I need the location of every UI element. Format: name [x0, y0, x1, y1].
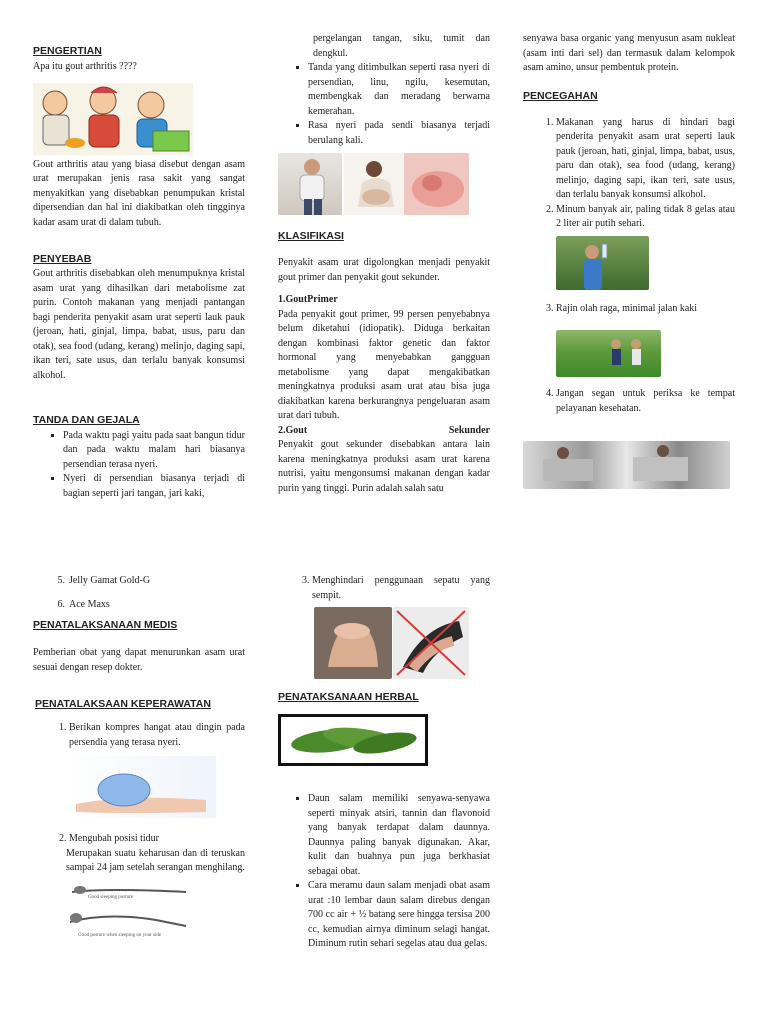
gout-sekunder-text: Penyakit gout sekunder disebabkan antara lain karena meningkatnya produksi asam urat karena nutrisi, yaitu mengonsumsi makanan dengan kadar purin yang tinggi. Purin adalah salah satu — [278, 439, 490, 494]
medis-title: PENATALAKSANAAN MEDIS — [33, 619, 178, 631]
tight-shoe-photo — [393, 607, 469, 679]
sleep-caption-1: Good sleeping posture — [88, 894, 133, 900]
item-jelly-gamat: Jelly Gamat Gold-G — [69, 575, 151, 586]
column-5 — [278, 574, 490, 952]
cartoon-illustration — [33, 83, 193, 155]
walking-photo — [556, 330, 661, 377]
pengertian-text: Gout arthritis atau yang biasa disebut dengan asam urat merupakan jenis rasa sakit yang sangat menyakitkan yang disebabkan penumpukan kristal dipersendian dan hal ini diakibatkan oleh tingginya kadar asam urat di dalam tubuh. — [33, 158, 245, 228]
herbal-list — [278, 792, 490, 952]
tanda-gejala-list — [33, 429, 245, 502]
list-item: 1. Makanan yang harus di hindari bagi penderita penyakit asam urat seperti lauk pauk (jeroan, hati, ginjal, limpa, babat, usus, paru dan otak), sea food (udang, kerang) melinjo, daging sapi, ikan teri, sate usus, dan terlalu banyak konsumsi alkohol. — [556, 116, 735, 203]
pencegahan-list-4 — [523, 387, 735, 416]
keperawatan-title: PENATALAKSAAN KEPERAWATAN — [35, 698, 211, 711]
symptom-list — [278, 61, 490, 148]
item-ace-maxs: Ace Maxs — [69, 598, 110, 610]
keperawatan-item2-text: Merupakan suatu keharusan dan di teruskan sampai 24 jam setelah serangan menghilang. — [66, 847, 245, 874]
list-item: ▪ Cara meramu daun salam menjadi obat asam urat :10 lembar daun salam direbus dengan 700 cc air + ½ batang sere hingga tersisa 200 cc, kemudian airnya diminum selagi hangat. Diminum rutin sehari segelas atau dua gelas. — [308, 879, 490, 952]
list-item: 2. Mengubah posisi tidur — [69, 832, 245, 847]
list-item: 2. Minum banyak air, paling tidak 8 gelas atau 2 liter air putih sehari. — [556, 203, 735, 232]
list-item: 4. Jangan segan untuk periksa ke tempat pelayanan kesehatan. — [556, 387, 735, 416]
pencegahan-title: PENCEGAHAN — [523, 89, 598, 102]
list-item: ▪ Nyeri di persendian biasanya terjadi di bagian seperti jari tangan, jari kaki, — [63, 472, 245, 501]
list-item: ▪ Pada waktu pagi yaitu pada saat bangun tidur dan pada waktu malam hari biasanya persendian terasa nyeri. — [63, 429, 245, 473]
knee-pain-photo — [344, 153, 408, 215]
foot-photos — [278, 607, 490, 679]
keperawatan-list-2 — [33, 832, 245, 847]
sekunder-title-part-a: 2.Gout — [278, 424, 308, 436]
bay-leaf-photo — [278, 714, 428, 766]
column-4 — [33, 574, 245, 942]
sleeping-posture-illustration — [66, 882, 216, 942]
foot-photo — [314, 607, 392, 679]
swollen-foot-photo — [404, 153, 469, 215]
continued-text: pergelangan tangan, siku, tumit dan dengkul. — [313, 33, 490, 59]
back-pain-photo — [278, 153, 342, 215]
list-item-6: 6. Ace Maxs — [33, 598, 245, 613]
sleep-caption-2: Good posture when sleeping on your side — [78, 932, 162, 938]
list-item-5: 5. Jelly Gamat Gold-G — [33, 574, 245, 589]
herbal-title: PENATAKSANAAN HERBAL — [278, 691, 419, 703]
compress-photo — [66, 756, 216, 818]
penyebab-text: Gout arthritis disebabkan oleh menumpuknya kristal asam urat yang dihasilkan dari metabolisme zat purin. Contoh makanan yang menjadi pantangan bagi penderita penyakit asam urat seperti lauk pauk (jeroan, hati, ginjal, limpa, babat, usus, paru dan otak), sea food (udang, kerang) melinjo, daging sapi, ikan teri, sate usus, dan terlalu banyak konsumsi alkohol. — [33, 268, 245, 381]
sekunder-title-part-b: Sekunder — [448, 424, 490, 436]
list-item: 3. Menghindari penggunaan sepatu yang sempit. — [312, 574, 490, 603]
list-item: 3. Rajin olah raga, minimal jalan kaki — [556, 302, 735, 317]
medis-text: Pemberian obat yang dapat menurunkan asam urat sesuai dengan resep dokter. — [33, 647, 245, 673]
continued-text: senyawa basa organic yang menyusun asam nukleat (asam inti dari sel) dan termasuk dalam kelompok asam amino, unsur pembentuk protein. — [523, 33, 735, 73]
list-item: ▪ Rasa nyeri pada sendi biasanya terjadi berulang kali. — [308, 119, 490, 148]
drinking-water-photo — [556, 236, 649, 290]
keperawatan-list — [33, 721, 245, 750]
column-1 — [33, 44, 245, 501]
pengertian-title: PENGERTIAN — [33, 45, 102, 57]
column-2 — [278, 32, 490, 496]
pengertian-question: Apa itu gout arthritis ???? — [33, 61, 137, 73]
pencegahan-list — [523, 116, 735, 232]
pencegahan-list-3 — [523, 302, 735, 317]
pain-photos — [278, 153, 490, 217]
gout-primer-text: Pada penyakit gout primer, 99 persen penyebabnya belum diketahui (idiopatik). Diduga berkaitan dengan kombinasi faktor genetic dan faktor hormonal yang menyebabkan gangguan metabolisme yang dapat mengakibatkan meningkatnya produksi asam urat atau bisa juga diakibatkan karena berkurangnya pengeluaran asam urat dari tubuh. — [278, 308, 490, 422]
list-item: ▪ Daun salam memiliki senyawa-senyawa seperti minyak atsiri, tannin dan flavonoid yang banyak terdapat dalam daunnya. Daunnya paling banyak digunakan. Akar, kulit dan buahnya pun juga berkhasiat sebagai obat. — [308, 792, 490, 879]
clinic-photo — [523, 441, 730, 489]
klasifikasi-intro: Penyakit asam urat digolongkan menjadi penyakit gout primer dan penyakit gout sekunder. — [278, 257, 490, 283]
column-3 — [523, 32, 735, 416]
tanda-gejala-title: TANDA DAN GEJALA — [33, 414, 140, 427]
gout-primer-title: 1.GoutPrimer — [278, 294, 338, 306]
penyebab-title: PENYEBAB — [33, 253, 92, 266]
gout-sekunder-title — [278, 424, 490, 439]
footwear-item — [278, 574, 490, 603]
list-item: ▪ Tanda yang ditimbulkan seperti rasa nyeri di persendian, linu, ngilu, kesemutan, membengkak dan meradang berwarna kemerahan. — [308, 61, 490, 119]
list-item: 1. Berikan kompres hangat atau dingin pada persendia yang terasa nyeri. — [69, 721, 245, 750]
klasifikasi-title: KLASIFIKASI — [278, 230, 344, 242]
